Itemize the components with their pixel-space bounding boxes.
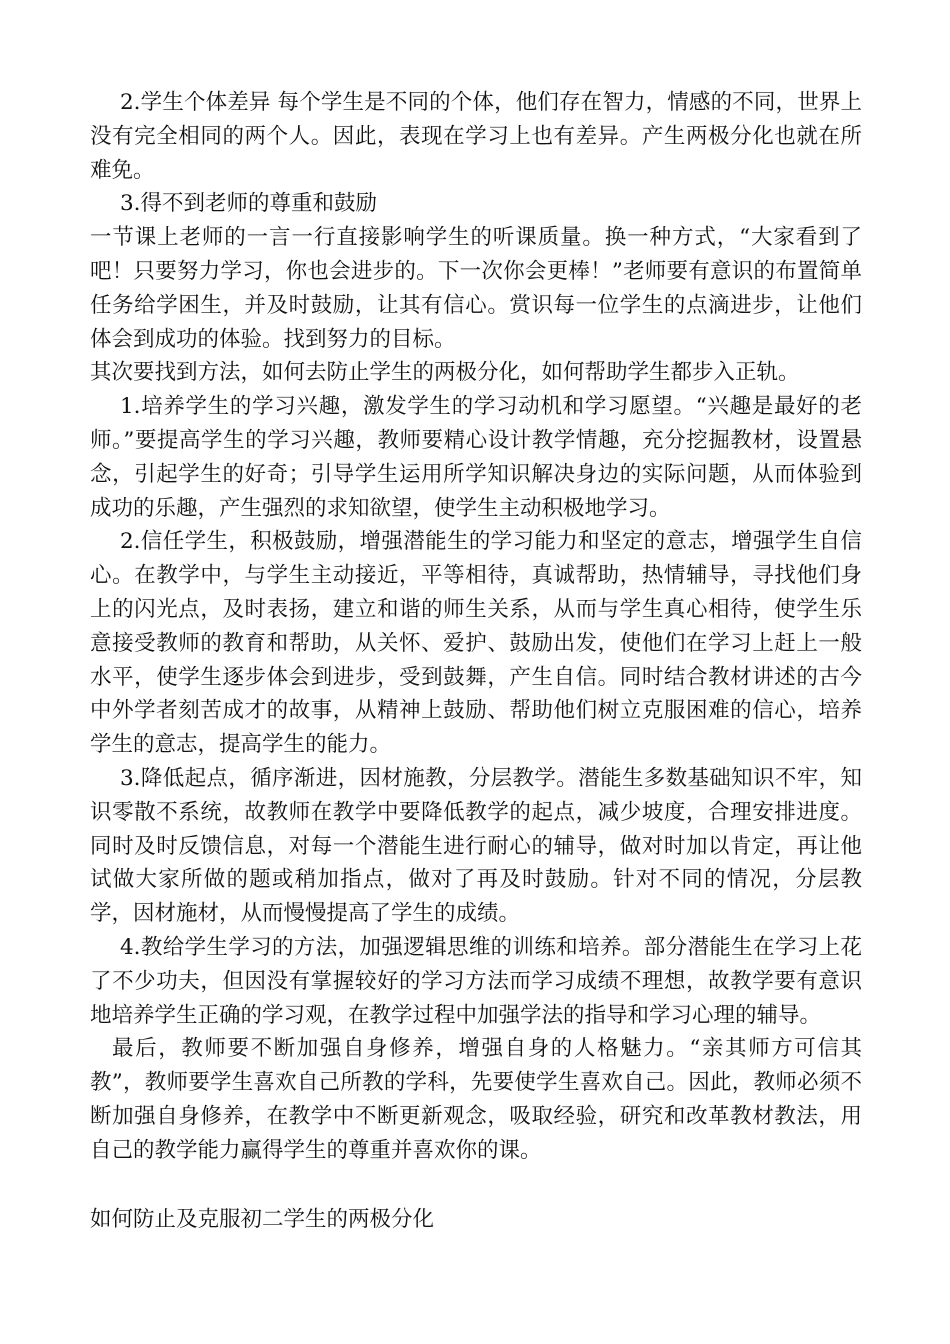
paragraph-method-trust: 2.信任学生，积极鼓励，增强潜能生的学习能力和坚定的意志，增强学生自信心。在教学中，与学生主动接近，平等相待，真诚帮助，热情辅导，寻找他们身上的闪光点，及时表扬，建立和谐的师生关系，从而与学生真心相待，使学生乐意接受教师的教育和帮助，从关怀、爱护、鼓励出发，使他们在学习上赶上一般水平，使学生逐步体会到进步，受到鼓舞，产生自信。同时结合教材讲述的古今中外学者刻苦成才的故事，从精神上鼓励、帮助他们树立克服困难的信心，培养学生的意志，提高学生的能力。 (90, 529, 862, 758)
paragraph-teacher-words: 一节课上老师的一言一行直接影响学生的听课质量。换一种方式，“大家看到了吧！只要努力学习，你也会进步的。下一次你会更棒！”老师要有意识的布置简单任务给学困生，并及时鼓励，让其有信心。赏识每一位学生的点滴进步，让他们体会到成功的体验。找到努力的目标。 (90, 225, 862, 352)
heading-respect-encouragement: 3.得不到老师的尊重和鼓励 (120, 191, 378, 217)
document-title: 如何防止及克服初二学生的两极分化 (90, 1206, 435, 1232)
paragraph-method-interest: 1.培养学生的学习兴趣，激发学生的学习动机和学习愿望。“兴趣是最好的老师。”要提高学生的学习兴趣，教师要精心设计教学情趣，充分挖掘教材，设置悬念，引起学生的好奇；引导学生运用所学知识解决身边的实际问题，从而体验到成功的乐趣，产生强烈的求知欲望，使学生主动积极地学习。 (90, 394, 862, 521)
paragraph-method-lower-start: 3.降低起点，循序渐进，因材施教，分层教学。潜能生多数基础知识不牢，知识零散不系统，故教师在教学中要降低教学的起点，减少坡度，合理安排进度。同时及时反馈信息，对每一个潜能生进行耐心的辅导，做对时加以肯定，再让他试做大家所做的题或稍加指点，做对了再及时鼓励。针对不同的情况，分层教学，因材施材，从而慢慢提高了学生的成绩。 (90, 765, 862, 927)
paragraph-find-methods: 其次要找到方法，如何去防止学生的两极分化，如何帮助学生都步入正轨。 (90, 360, 800, 386)
paragraph-individual-differences: 2.学生个体差异 每个学生是不同的个体，他们存在智力，情感的不同，世界上没有完全相同的两个人。因此，表现在学习上也有差异。产生两极分化也就在所难免。 (90, 90, 862, 183)
paragraph-conclusion: 最后，教师要不断加强自身修养，增强自身的人格魅力。“亲其师方可信其教”，教师要学生喜欢自己所教的学科，先要使学生喜欢自己。因此，教师必须不断加强自身修养，在教学中不断更新观念，吸取经验，研究和改革教材教法，用自己的教学能力赢得学生的尊重并喜欢你的课。 (90, 1036, 862, 1163)
paragraph-method-study-skills: 4.教给学生学习的方法，加强逻辑思维的训练和培养。部分潜能生在学习上花了不少功夫，但因没有掌握较好的学习方法而学习成绩不理想，故教学要有意识地培养学生正确的学习观，在教学过程中加强学法的指导和学习心理的辅导。 (90, 934, 862, 1028)
paragraph-spacer (90, 1168, 862, 1203)
